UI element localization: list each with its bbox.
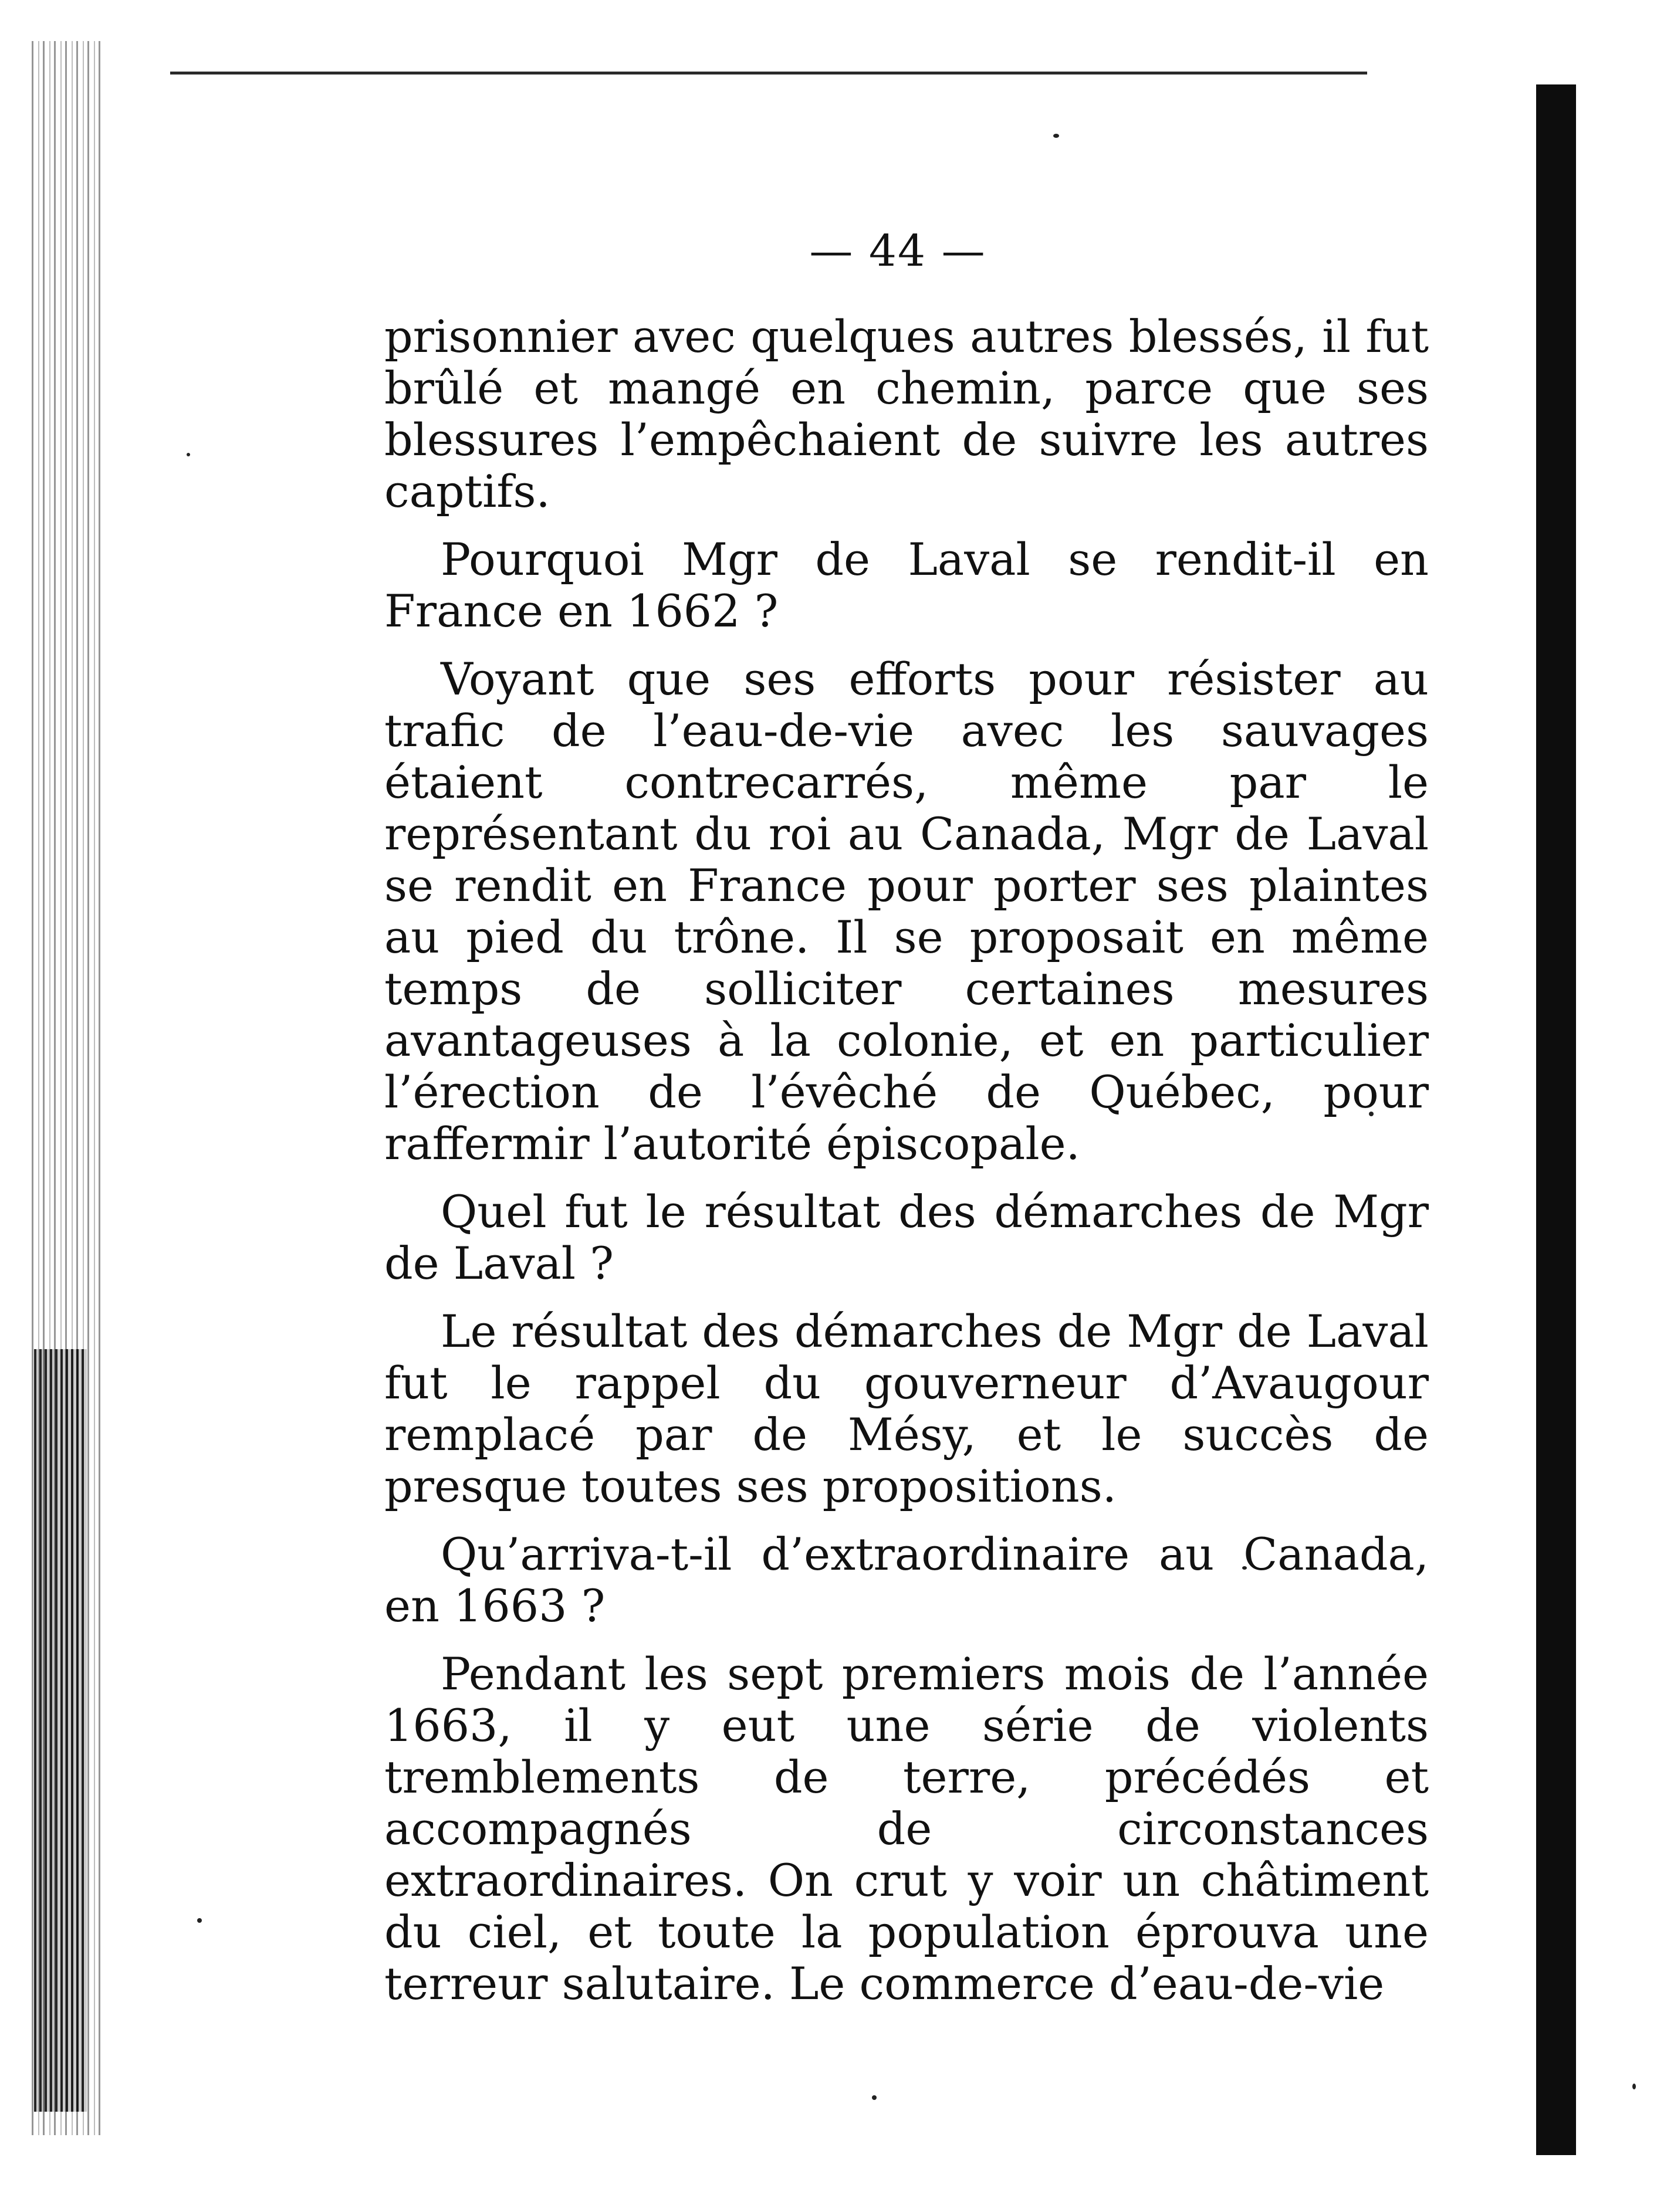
page-body [384,311,1429,2026]
binding-edge-shadow [34,1349,87,2112]
speck [872,2095,877,2100]
speck [1053,134,1059,138]
question-2: Quel fut le résultat des démarches de Mgr de Laval ? [384,1185,1429,1289]
answer-1: Voyant que ses efforts pour résister au trafic de l’eau-de-vie avec les sauvages étaient contrecarrés, même par le représentant du roi au Canada, Mgr de Laval se rendit en France pour porter ses plaintes au pied du trône. Il se proposait en même temps de solliciter certaines mesures avantageuses à la colonie, et en particulier l’érection de l’évêché de Québec, pour raffermir l’autorité épiscopale. [384,653,1429,1170]
answer-2: Le résultat des démarches de Mgr de Laval fut le rappel du gouverneur d’Avaugour remplacé par de Mésy, et le succès de presque toutes ses propositions. [384,1305,1429,1512]
answer-3: Pendant les sept premiers mois de l’année 1663, il y eut une série de violents tremblements de terre, précédés et accompagnés de circonstances extraordinaires. On crut y voir un châtiment du ciel, et toute la population éprouva une terreur salutaire. Le commerce d’eau-de-vie [384,1648,1429,2010]
top-rule [170,72,1367,74]
speck [187,453,190,456]
right-edge-shadow [1536,84,1576,2155]
speck [197,1918,202,1923]
question-3: Qu’arriva-t-il d’extraordinaire au Canada, en 1663 ? [384,1528,1429,1632]
question-1: Pourquoi Mgr de Laval se rendit-il en France en 1662 ? [384,533,1429,637]
speck [1632,2084,1636,2089]
paragraph-continuation: prisonnier avec quelques autres blessés, il fut brûlé et mangé en chemin, parce que ses blessures l’empêchaient de suivre les autres captifs. [384,310,1429,517]
page-number: — 44 — [809,226,986,276]
